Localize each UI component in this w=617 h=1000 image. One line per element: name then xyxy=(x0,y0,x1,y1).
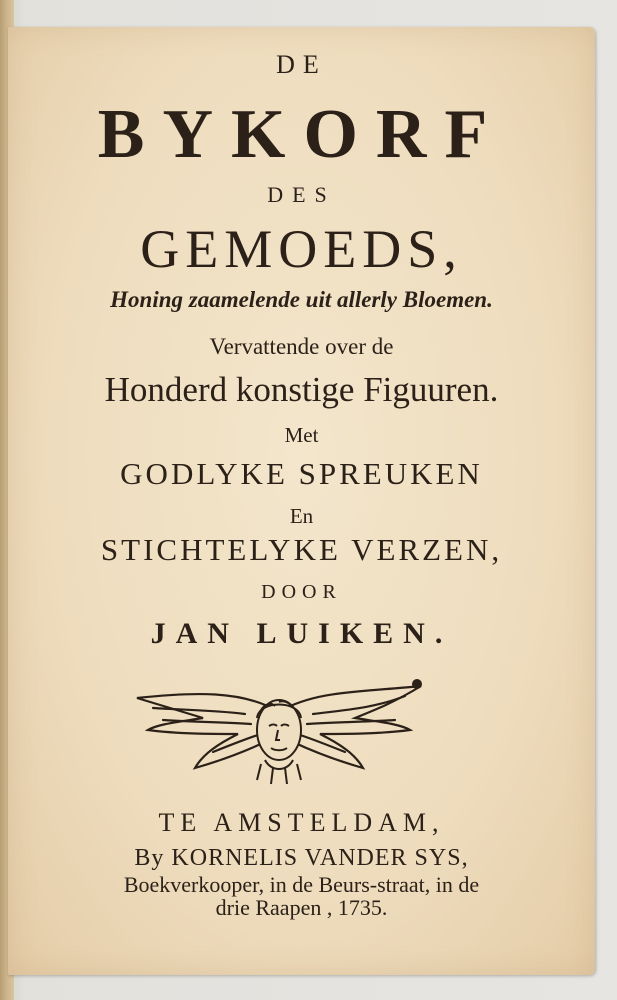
author-name: JAN LUIKEN. xyxy=(150,617,453,650)
title-de: DE xyxy=(276,50,327,79)
title-bykorf: BYKORF xyxy=(97,96,506,173)
subtitle-stichtelyke: STICHTELYKE VERZEN, xyxy=(100,532,503,567)
subtitle-godlyke: GODLYKE SPREUKEN xyxy=(120,456,483,491)
subtitle-en: En xyxy=(289,504,314,528)
title-gemoeds: GEMOEDS, xyxy=(140,219,463,279)
subtitle-met: Met xyxy=(284,423,319,447)
subtitle-honing: Honing zaamelende uit allerly Bloemen. xyxy=(110,287,493,312)
imprint-place: TE AMSTELDAM, xyxy=(158,808,445,837)
imprint-publisher: By KORNELIS VANDER SYS, xyxy=(134,845,469,871)
imprint-address: Boekverkooper, in de Beurs-straat, in de xyxy=(123,872,480,897)
subtitle-honderd: Honderd konstige Figuuren. xyxy=(104,370,499,409)
subtitle-vervattende: Vervattende over de xyxy=(209,334,394,359)
byline-door: DOOR xyxy=(261,581,342,603)
title-des: DES xyxy=(267,182,336,207)
imprint-date: drie Raapen , 1735. xyxy=(215,895,388,920)
winged-cherub-icon xyxy=(133,672,425,790)
